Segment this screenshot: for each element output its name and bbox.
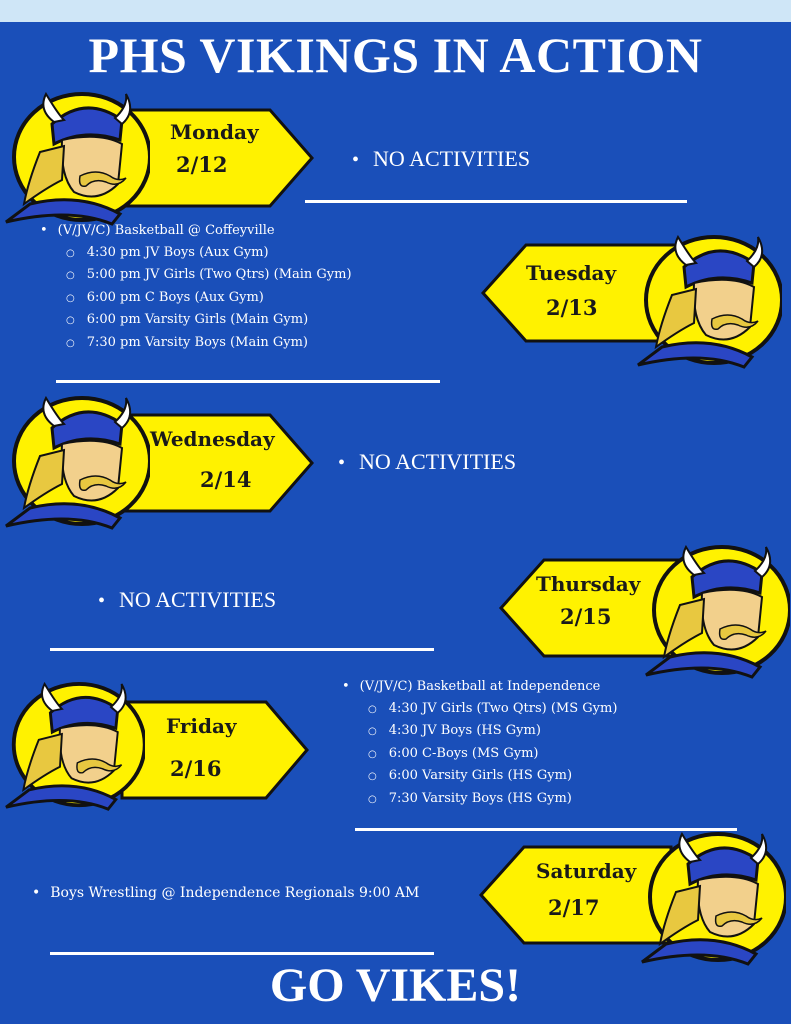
day-name: Saturday	[536, 859, 637, 883]
activity-note: • NO ACTIVITIES	[352, 146, 530, 172]
list-item: ○ 7:30 Varsity Boys (HS Gym)	[342, 788, 617, 811]
list-item: ○ 4:30 JV Boys (HS Gym)	[342, 720, 617, 743]
event-title: • (V/JV/C) Basketball @ Coffeyville	[40, 220, 352, 242]
list-item: ○ 4:30 pm JV Boys (Aux Gym)	[40, 242, 352, 265]
footer-slogan: GO VIKES!	[269, 959, 522, 1012]
list-item: ○ 6:00 pm Varsity Girls (Main Gym)	[40, 309, 352, 332]
list-item: ○ 5:00 pm JV Girls (Two Qtrs) (Main Gym)	[40, 264, 352, 287]
day-date: 2/15	[560, 604, 612, 629]
day-arrow-friday	[120, 700, 310, 800]
list-item: ○ 4:30 JV Girls (Two Qtrs) (MS Gym)	[342, 698, 617, 721]
list-item: ○ 6:00 pm C Boys (Aux Gym)	[40, 287, 352, 310]
list-item: ○ 7:30 pm Varsity Boys (Main Gym)	[40, 332, 352, 355]
activity-note: • Boys Wrestling @ Independence Regionals 9:00 AM	[32, 885, 419, 901]
page-title: PHS VIKINGS IN ACTION	[88, 27, 703, 83]
divider	[305, 200, 687, 203]
day-name: Friday	[166, 714, 237, 738]
viking-mascot-icon	[0, 92, 150, 231]
day-date: 2/14	[200, 467, 252, 492]
divider	[50, 648, 434, 651]
viking-mascot-icon	[0, 396, 150, 535]
top-bar	[0, 0, 791, 22]
day-name: Tuesday	[526, 261, 617, 285]
viking-mascot-icon	[636, 832, 786, 971]
viking-mascot-icon	[640, 545, 790, 684]
day-name: Thursday	[536, 572, 641, 596]
schedule-list	[40, 220, 352, 354]
event-title: • (V/JV/C) Basketball at Independence	[342, 676, 617, 698]
day-name: Wednesday	[150, 427, 275, 451]
day-date: 2/16	[170, 756, 222, 781]
activity-note: • NO ACTIVITIES	[98, 587, 276, 613]
divider	[355, 828, 737, 831]
day-date: 2/12	[176, 152, 228, 177]
activity-note: • NO ACTIVITIES	[338, 449, 516, 475]
list-item: ○ 6:00 Varsity Girls (HS Gym)	[342, 765, 617, 788]
day-name: Monday	[170, 120, 259, 144]
viking-mascot-icon	[632, 235, 782, 374]
divider	[56, 380, 440, 383]
day-date: 2/17	[548, 895, 600, 920]
day-date: 2/13	[546, 295, 598, 320]
viking-mascot-icon	[0, 682, 145, 816]
schedule-list	[342, 676, 617, 810]
divider	[50, 952, 434, 955]
list-item: ○ 6:00 C-Boys (MS Gym)	[342, 743, 617, 766]
